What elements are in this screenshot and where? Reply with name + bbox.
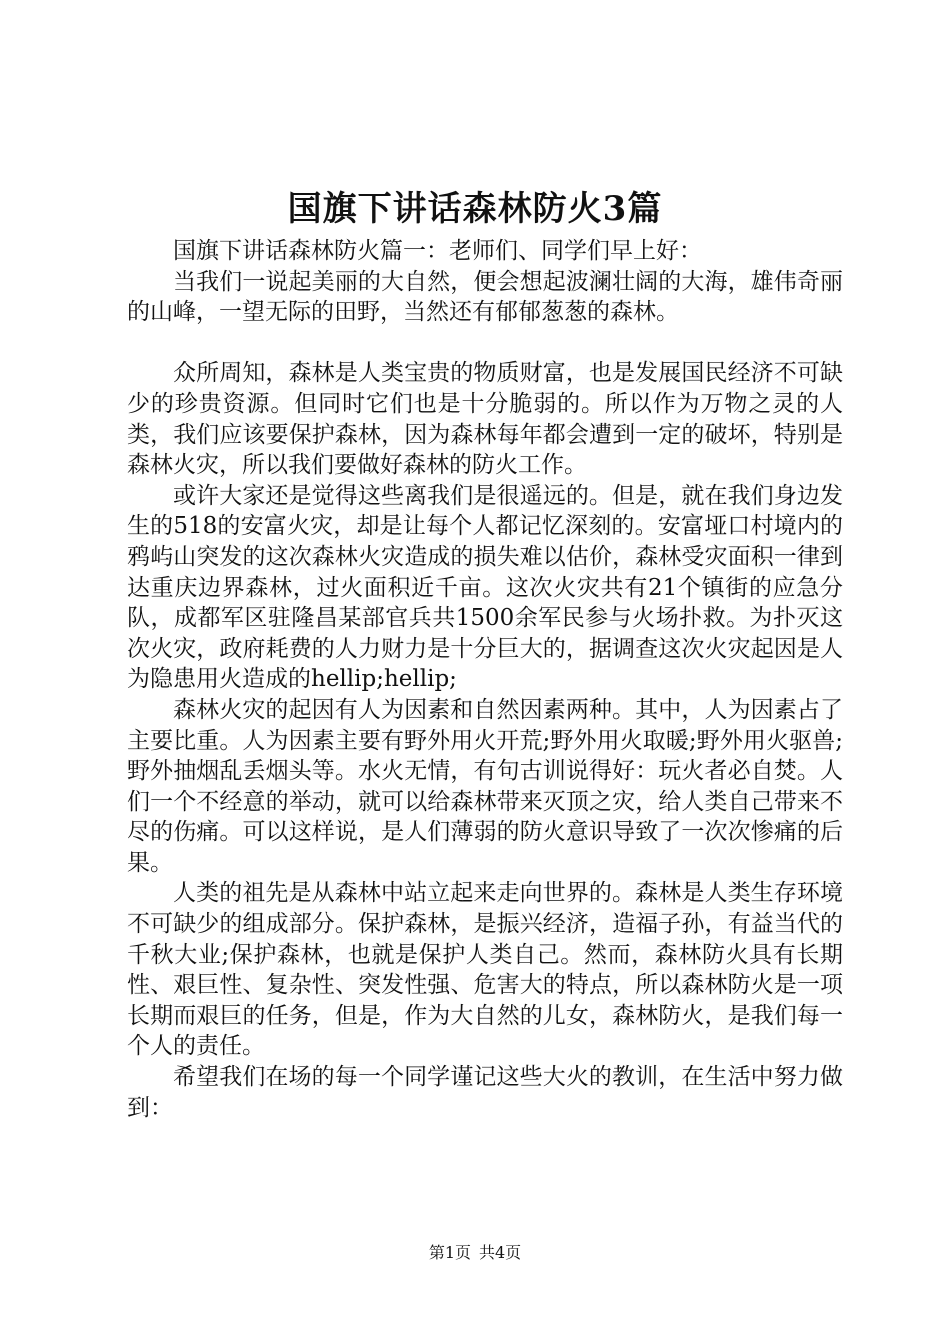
paragraph-greeting: 国旗下讲话森林防火篇一：老师们、同学们早上好： xyxy=(173,238,702,264)
page-footer xyxy=(0,1241,950,1265)
document-title: 国旗下讲话森林防火3篇 xyxy=(287,189,663,229)
paragraph-intro: 当我们一说起美丽的大自然，便会想起波澜壮阔的大海，雄伟奇丽的山峰，一望无际的田野，当然还有郁郁葱葱的森林。 xyxy=(127,268,843,326)
paragraph-fire-causes: 森林火灾的起因有人为因素和自然因素两种。其中，人为因素占了主要比重。人为因素主要有野外用火开荒;野外用火取暖;野外用火驱兽;野外抽烟乱丢烟头等。水火无情，有句古训说得好：玩火者必自焚。人们一个不经意的举动，就可以给森林带来灭顶之灾，给人类自己带来不尽的伤痛。可以这样说，是人们薄弱的防火意识导致了一次次惨痛的后果。 xyxy=(127,696,843,876)
page-total: 共4页 xyxy=(479,1243,522,1262)
document-body xyxy=(127,236,843,1123)
paragraph-spacer xyxy=(127,328,843,359)
paragraph-forest-value: 众所周知，森林是人类宝贵的物质财富，也是发展国民经济不可缺少的珍贵资源。但同时它们也是十分脆弱的。所以作为万物之灵的人类，我们应该要保护森林，因为森林每年都会遭到一定的破坏，特别是森林火灾，所以我们要做好森林的防火工作。 xyxy=(127,360,843,479)
paragraph-hope: 希望我们在场的每一个同学谨记这些大火的教训，在生活中努力做到： xyxy=(127,1064,843,1121)
paragraph-protect-forest: 人类的祖先是从森林中站立起来走向世界的。森林是人类生存环境不可缺少的组成部分。保护森林，是振兴经济，造福子孙，有益当代的千秋大业;保护森林，也就是保护人类自己。然而，森林防火具有长期性、艰巨性、复杂性、突发性强、危害大的特点，所以森林防火是一项长期而艰巨的任务，但是，作为大自然的儿女，森林防火，是我们每一个人的责任。 xyxy=(127,880,843,1060)
paragraph-anfu-fire: 或许大家还是觉得这些离我们是很遥远的。但是，就在我们身边发生的518的安富火灾，却是让每个人都记忆深刻的。安富垭口村境内的鸦屿山突发的这次森林火灾造成的损失难以估价，森林受灾面积一律到达重庆边界森林，过火面积近千亩。这次火灾共有21个镇街的应急分队，成都军区驻隆昌某部官兵共1500余军民参与火场扑救。为扑灭这次火灾，政府耗费的人力财力是十分巨大的，据调查这次火灾起因是人为隐患用火造成的hellip;hellip; xyxy=(127,482,843,693)
page-number: 第1页 xyxy=(428,1243,471,1262)
